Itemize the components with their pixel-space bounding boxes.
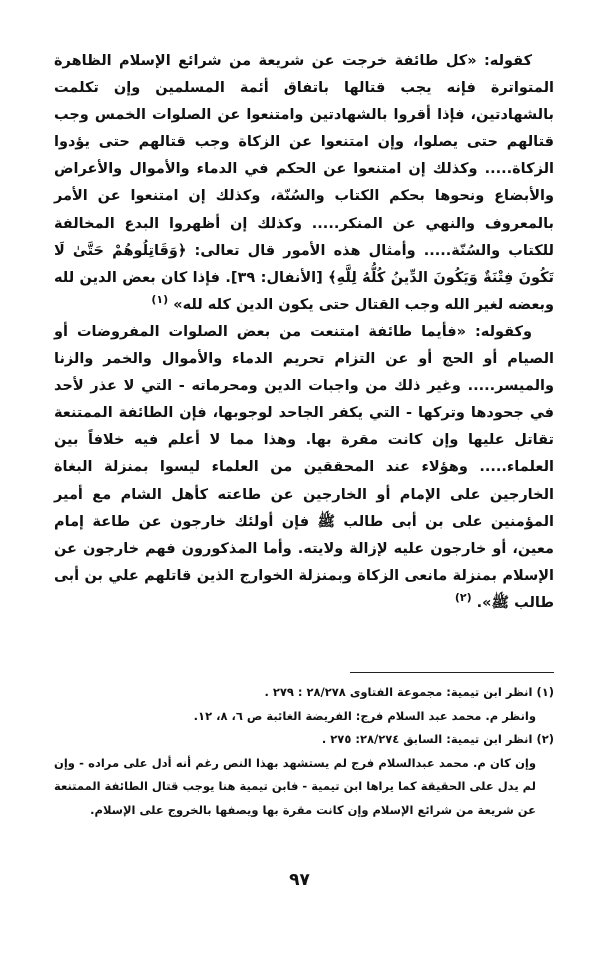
footnote-2-note: وإن كان م. محمد عبدالسلام فرج لم يستشهد بهذا النص رغم أنه أدل على مراده - وإن لم يدل على الحقيقة كما يراها ابن تيمية - فابن تيمية هنا يوجب قتال الطائفة الممتنعة عن شريعة من شرائع الإسلام وإن كانت مقرة بها ويصفها بالخروج على الإسلام.	[54, 755, 536, 817]
footnote-2: (٢) انظر ابن تيمية: السابق ٢٨/٢٧٤: ٢٧٥ .	[321, 732, 554, 747]
paragraph-2	[54, 319, 554, 617]
footnote-1: (١) انظر ابن تيمية: مجموعة الفتاوى ٢٨/٢٧٨ : ٢٧٩ .	[264, 685, 554, 699]
main-text	[54, 48, 554, 617]
paragraph-1	[54, 48, 554, 319]
paragraph-2-text: وكقوله: «فأيما طائفة امتنعت من بعض الصلوات المفروضات أو الصيام أو الحج أو عن التزام تحريم الدماء والأموال والخمر والزنا والميسر..... وغير ذلك من واجبات الدين ومحرماته - التي لا عذر لأحد في جحودها وتركها - التي يكفر الجاحد لوجوبها، فإن الطائفة الممتنعة تقاتل عليها وإن كانت مقرة بها. وهذا مما لا أعلم فيه خلافاً بين العلماء..... وهؤلاء عند المحققين من العلماء ليسوا بمنزلة البغاة الخارجين على الإمام أو الخارجين عن طاعته كأهل الشام مع أمير المؤمنين على بن أبى طالب ﷺ فإن أولئك خارجون عن طاعة إمام معين، أو خارجون عليه لإزالة ولايته. وأما المذكورون فهم خارجون عن الإسلام بمنزلة مانعى الزكاة وبمنزلة الخوارج الذين قاتلهم علي بن أبى طالب ﷺ».	[54, 323, 554, 611]
footnotes	[54, 681, 554, 823]
footnote-divider	[350, 672, 554, 673]
page-number: ٩٧	[289, 870, 310, 890]
footnote-ref-2: (٢)	[454, 591, 472, 605]
paragraph-1-text: كقوله: «كل طائفة خرجت عن شريعة من شرائع الإسلام الظاهرة المتواترة فإنه يجب قتالها باتفاق أئمة المسلمين وإن تكلمت بالشهادتين، فإذا أقروا بالشهادتين وامتنعوا عن الصلوات الخمس وجب قتالهم حتى يصلوا، وإن امتنعوا عن الزكاة وجب قتالهم حتى يؤدوا الزكاة..... وكذلك إن امتنعوا عن الحكم في الدماء والأموال والأعراض والأبضاع ونحوها بحكم الكتاب والسُنّة، وكذلك إن امتنعوا عن الأمر بالمعروف والنهي عن المنكر..... وكذلك إن أظهروا البدع المخالفة للكتاب والسُنّة..... وأمثال هذه الأمور قال تعالى: ﴿وَقَاتِلُوهُمْ حَتَّىٰ لَا تَكُونَ فِتْنَةٌ وَيَكُونَ الدِّينُ كُلُّهُ لِلَّهِ﴾ [الأنفال: ٣٩]. فإذا كان بعض الدين لله وبعضه لغير الله وجب القتال حتى يكون الدين كله لله»	[54, 53, 554, 313]
footnote-ref-1: (١)	[151, 293, 169, 307]
footnote-1-continuation: وانظر م. محمد عبد السلام فرج: الفريضة الغائبة ص ٦، ٨، ١٢.	[193, 708, 536, 723]
